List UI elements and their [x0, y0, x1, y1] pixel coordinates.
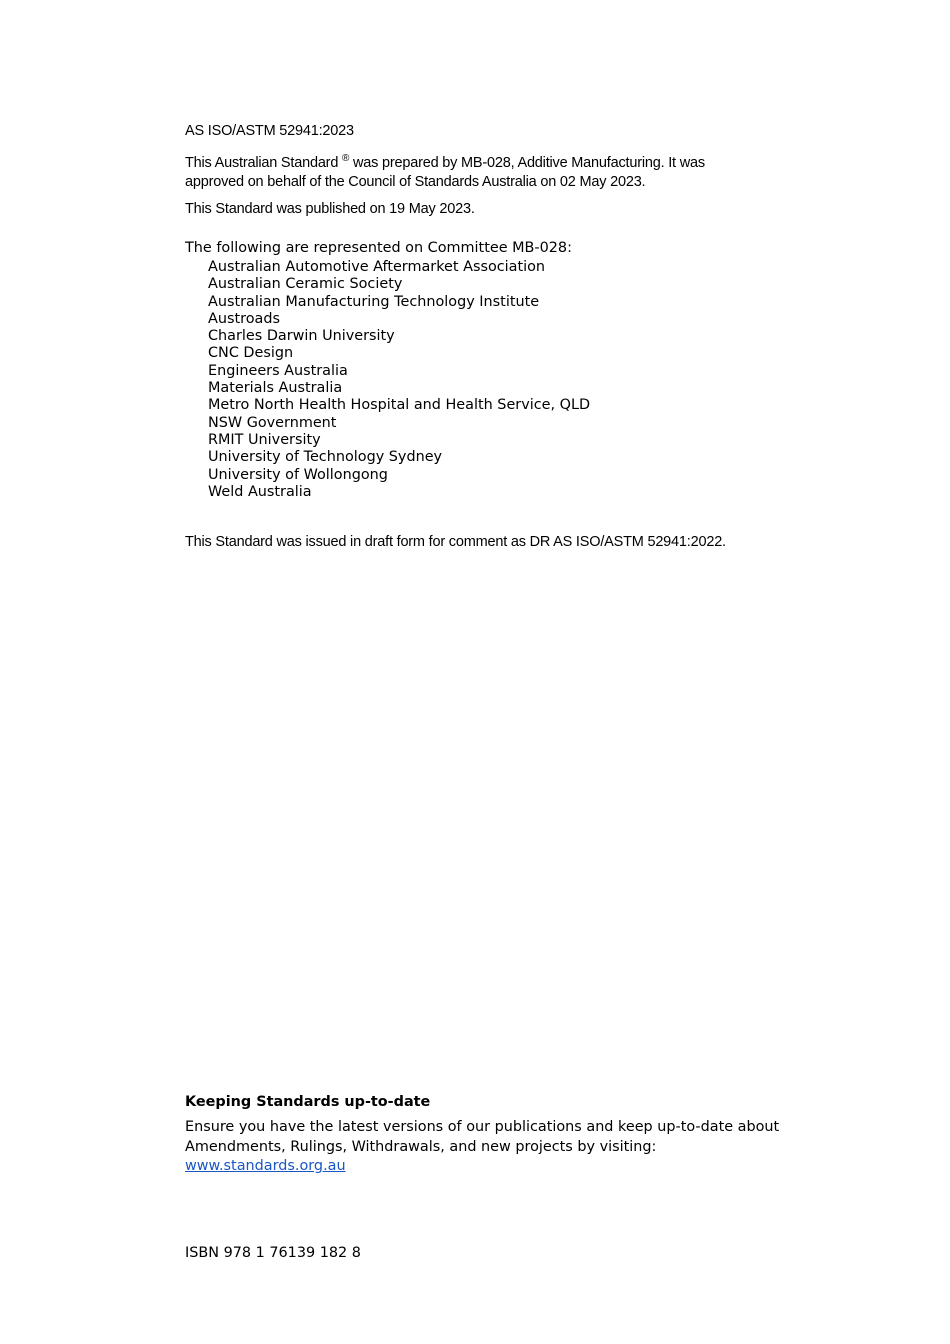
publication-date-statement: This Standard was published on 19 May 2023.	[185, 201, 475, 217]
standards-website-link[interactable]: www.standards.org.au	[185, 1158, 346, 1175]
committee-member: Weld Australia	[208, 483, 312, 500]
committee-member: Australian Ceramic Society	[208, 276, 403, 293]
keeping-up-to-date-text: Ensure you have the latest versions of our publications and keep up-to-date about Amendments, Rulings, Withdrawals, and new projects by visiting:	[185, 1119, 780, 1155]
committee-member-list	[208, 259, 590, 501]
committee-member: NSW Government	[208, 414, 337, 431]
registered-mark: ®	[342, 153, 350, 165]
committee-member: Australian Manufacturing Technology Institute	[208, 293, 540, 310]
committee-member: Engineers Australia	[208, 362, 348, 379]
committee-heading: The following are represented on Committee MB-028:	[185, 240, 572, 256]
preparation-text-end: was prepared by MB-028, Additive Manufacturing. It was approved on behalf of the Council of Standards Australia on 02 May 2023.	[185, 155, 705, 190]
committee-member: University of Wollongong	[208, 466, 388, 483]
committee-member: Austroads	[208, 310, 280, 327]
preparation-text-start: This Australian Standard	[185, 155, 343, 171]
draft-note: This Standard was issued in draft form for comment as DR AS ISO/ASTM 52941:2022.	[185, 534, 726, 550]
keeping-up-to-date-paragraph	[185, 1118, 785, 1177]
committee-member: Charles Darwin University	[208, 328, 395, 345]
committee-member: Australian Automotive Aftermarket Association	[208, 259, 546, 275]
committee-member: RMIT University	[208, 431, 321, 448]
keeping-up-to-date-heading: Keeping Standards up-to-date	[185, 1094, 431, 1110]
preparation-statement	[185, 154, 765, 192]
committee-member: CNC Design	[208, 345, 294, 362]
document-identifier: AS ISO/ASTM 52941:2023	[185, 123, 354, 139]
isbn: ISBN 978 1 76139 182 8	[185, 1245, 361, 1261]
committee-member: Materials Australia	[208, 380, 343, 397]
committee-member: University of Technology Sydney	[208, 449, 443, 466]
committee-member: Metro North Health Hospital and Health Service, QLD	[208, 397, 591, 414]
